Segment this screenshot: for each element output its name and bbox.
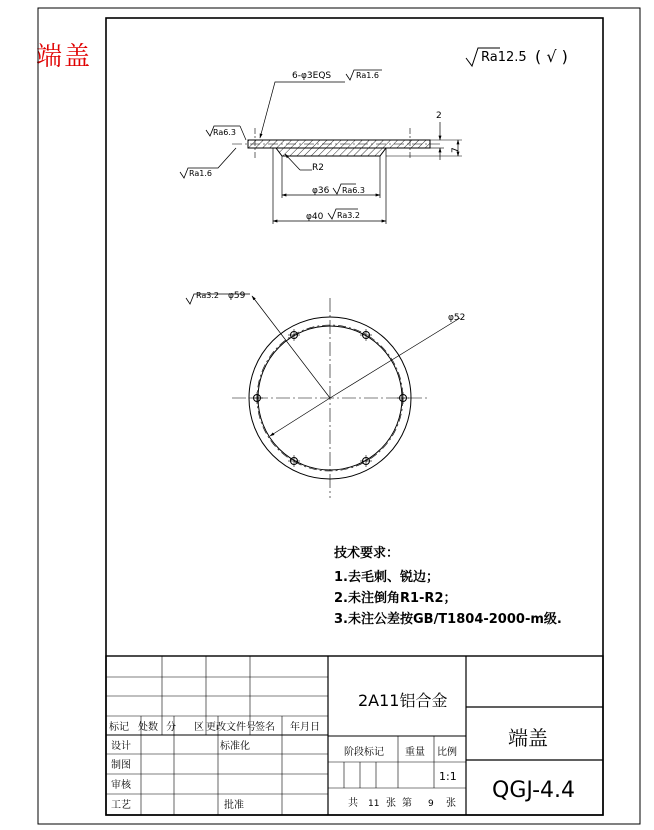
svg-text:2: 2 [436, 111, 442, 121]
svg-text:Ra1.6: Ra1.6 [189, 169, 213, 178]
svg-text:设计: 设计 [111, 741, 131, 752]
svg-text:共: 共 [348, 798, 358, 809]
corner-title: 端盖 [36, 42, 93, 72]
svg-text:9: 9 [428, 799, 434, 809]
svg-text:比例: 比例 [437, 747, 457, 758]
svg-text:张: 张 [446, 798, 456, 809]
svg-text:φ59: φ59 [228, 291, 246, 301]
svg-text:区: 区 [194, 722, 204, 733]
title-block-text [109, 691, 575, 811]
plan-view [186, 291, 465, 498]
svg-text:制图: 制图 [111, 760, 131, 771]
svg-text:2.未注倒角R1-R2；: 2.未注倒角R1-R2； [334, 591, 457, 606]
svg-text:Ra6.3: Ra6.3 [213, 128, 237, 137]
svg-text:端盖: 端盖 [508, 726, 548, 750]
svg-text:φ40: φ40 [306, 212, 324, 222]
svg-text:签名: 签名 [255, 722, 275, 733]
svg-text:( √ ): ( √ ) [535, 47, 568, 66]
svg-text:张: 张 [386, 798, 396, 809]
inner-border [106, 18, 603, 815]
svg-text:阶段标记: 阶段标记 [344, 747, 384, 758]
svg-text:1:1: 1:1 [439, 770, 457, 783]
svg-text:重量: 重量 [405, 747, 425, 758]
svg-text:工艺: 工艺 [111, 800, 131, 811]
svg-text:批准: 批准 [224, 800, 244, 811]
svg-text:分: 分 [166, 722, 176, 733]
svg-text:更改文件号: 更改文件号 [206, 722, 256, 733]
svg-text:2A11铝合金: 2A11铝合金 [358, 691, 448, 710]
svg-text:φ36: φ36 [312, 186, 330, 196]
svg-text:Ra3.2: Ra3.2 [196, 291, 220, 300]
svg-text:3.未注公差按GB/T1804-2000-m级.: 3.未注公差按GB/T1804-2000-m级. [334, 612, 562, 627]
svg-text:Ra6.3: Ra6.3 [342, 186, 366, 195]
tech-requirements [333, 545, 562, 627]
svg-text:7: 7 [451, 147, 461, 153]
svg-text:11: 11 [368, 799, 380, 809]
svg-text:R2: R2 [312, 163, 324, 173]
svg-text:年月日: 年月日 [290, 722, 320, 733]
section-view [180, 70, 462, 224]
svg-text:处数: 处数 [138, 722, 158, 733]
svg-text:QGJ-4.4: QGJ-4.4 [492, 778, 575, 803]
svg-text:Ra12.5: Ra12.5 [481, 50, 527, 65]
svg-text:审核: 审核 [111, 780, 131, 791]
svg-text:6-φ3EQS: 6-φ3EQS [292, 71, 332, 81]
outer-border [38, 8, 640, 824]
svg-text:技术要求：: 技术要求： [334, 546, 400, 561]
svg-text:1.去毛刺、锐边；: 1.去毛刺、锐边； [334, 570, 439, 585]
general-roughness [466, 47, 568, 66]
svg-text:Ra3.2: Ra3.2 [337, 211, 361, 220]
svg-text:第: 第 [402, 798, 412, 809]
svg-text:Ra1.6: Ra1.6 [356, 71, 380, 80]
svg-text:标准化: 标准化 [220, 741, 250, 752]
svg-text:φ52: φ52 [448, 313, 466, 323]
svg-text:标记: 标记 [109, 722, 129, 733]
